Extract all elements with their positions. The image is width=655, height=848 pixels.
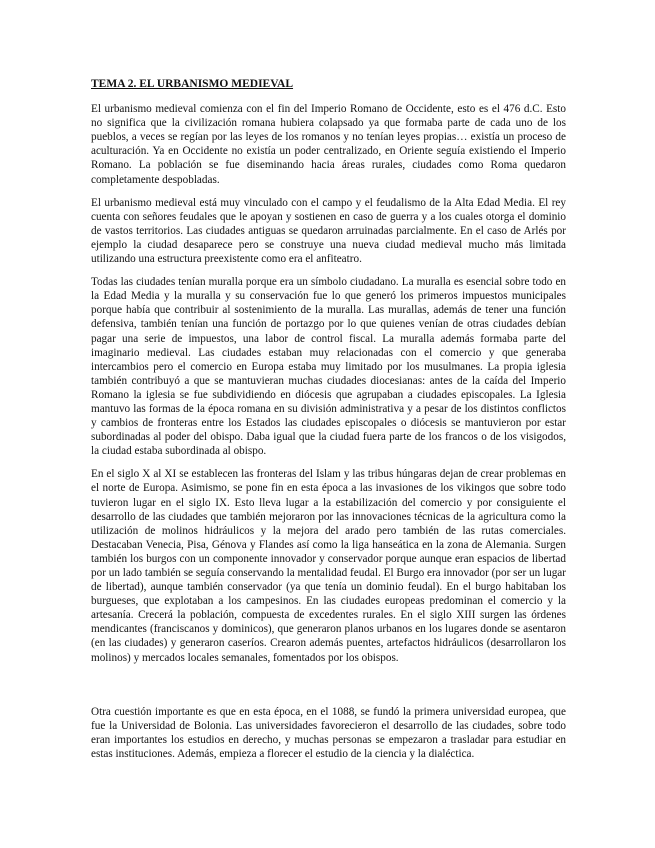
paragraph-origins: El urbanismo medieval comienza con el fin del Imperio Romano de Occidente, esto es el 476 d.C. Esto no significa que la civilización romana hubiera colapsado ya que formaba parte de cada uno de los pueblos, a veces se regían por las leyes de los romanos y no tenían leyes propias… existía un proceso de aculturación. Ya en Occidente no existía un poder centralizado, en Oriente seguía existiendo el Imperio Romano. La población se fue diseminando hacia áreas rurales, ciudades como Roma quedaron completamente despobladas. — [91, 103, 566, 186]
document-title: TEMA 2. EL URBANISMO MEDIEVAL — [91, 78, 294, 90]
paragraph-walls: Todas las ciudades tenían muralla porque era un símbolo ciudadano. La muralla es esencial sobre todo en la Edad Media y la muralla y su conservación fue lo que generó los primeros impuestos municipales porque había que contribuir al sostenimiento de la muralla. Las murallas, además de tener una función defensiva, también tenían una función de portazgo por lo que quienes venían de otras ciudades debían pagar una serie de impuestos, una labor de control fiscal. La muralla además formaba parte del imaginario medieval. Las ciudades estaban muy relacionadas con el comercio y que generaba intercambios pero el comercio en Europa estaba muy limitado por los musulmanes. La propia iglesia también contribuyó a que se mantuvieran muchas ciudades diocesianas: antes de la caída del Imperio Romano la iglesia se fue subdividiendo en diócesis que agrupaban a ciudades episcopales. La Iglesia mantuvo las formas de la época romana en su división administrativa y a pesar de los distintos conflictos y cambios de fronteras entre los Estados las ciudades episcopales o diócesis se mantuvieron por estar subordinadas al poder del obispo. Daba igual que la ciudad fuera parte de los francos o de los visigodos, la ciudad estaba subordinada al obispo. — [91, 276, 566, 458]
document-body — [91, 77, 566, 770]
paragraph-feudalism: El urbanismo medieval está muy vinculado con el campo y el feudalismo de la Alta Edad Media. El rey cuenta con señores feudales que le apoyan y sostienen en caso de guerra y a los cuales otorga el dominio de vastos territorios. Las ciudades antiguas se quedaron arruinadas parcialmente. En el caso de Arlés por ejemplo la ciudad desaparece pero se construye una nueva ciudad medieval mucho más limitada utilizando una estructura preexistente como era el anfiteatro. — [91, 196, 566, 266]
paragraph-university: Otra cuestión importante es que en esta época, en el 1088, se fundó la primera universidad europea, que fue la Universidad de Bolonia. Las universidades favorecieron el desarrollo de las ciudades, sobre todo eran importantes los estudios en derecho, y muchas personas se empezaron a trasladar para estudiar en estas instituciones. Además, empieza a florecer el estudio de la ciencia y la dialéctica. — [91, 705, 566, 760]
paragraph-spacer — [91, 665, 566, 705]
paragraph-burgos: En el siglo X al XI se establecen las fronteras del Islam y las tribus húngaras dejan de crear problemas en el norte de Europa. Asimismo, se pone fin en esta época a las invasiones de los vikingos que sobre todo tuvieron lugar en el siglo IX. Esto lleva lugar a la estabilización del comercio y por consiguiente el desarrollo de las ciudades que también mejoraron por las innovaciones técnicas de la agricultura como la utilización de molinos hidráulicos y la mejora del arado pero también de las rutas comerciales. Destacaban Venecia, Pisa, Génova y Flandes así como la liga hanseática en la zona de Alemania. Surgen también los burgos con un componente innovador y conservador porque aunque eran espacios de libertad por un lado también se seguía conservando la mentalidad feudal. El Burgo era innovador (por ser un lugar de libertad), aunque también conservador (ya que tenía un dominio feudal). En el burgo habitaban los burgueses, que explotaban a los campesinos. En las ciudades europeas predominan el comercio y la artesanía. Crecerá la población, compuesta de excedentes rurales. En el siglo XIII surgen las órdenes mendicantes (franciscanos y dominicos), que generaron planos urbanos en los lugares donde se asentaron (en las ciudades) y generaron caseríos. Crearon además puentes, artefactos hidráulicos (desarrollaron los molinos) y mercados locales semanales, fomentados por los obispos. — [91, 468, 566, 664]
